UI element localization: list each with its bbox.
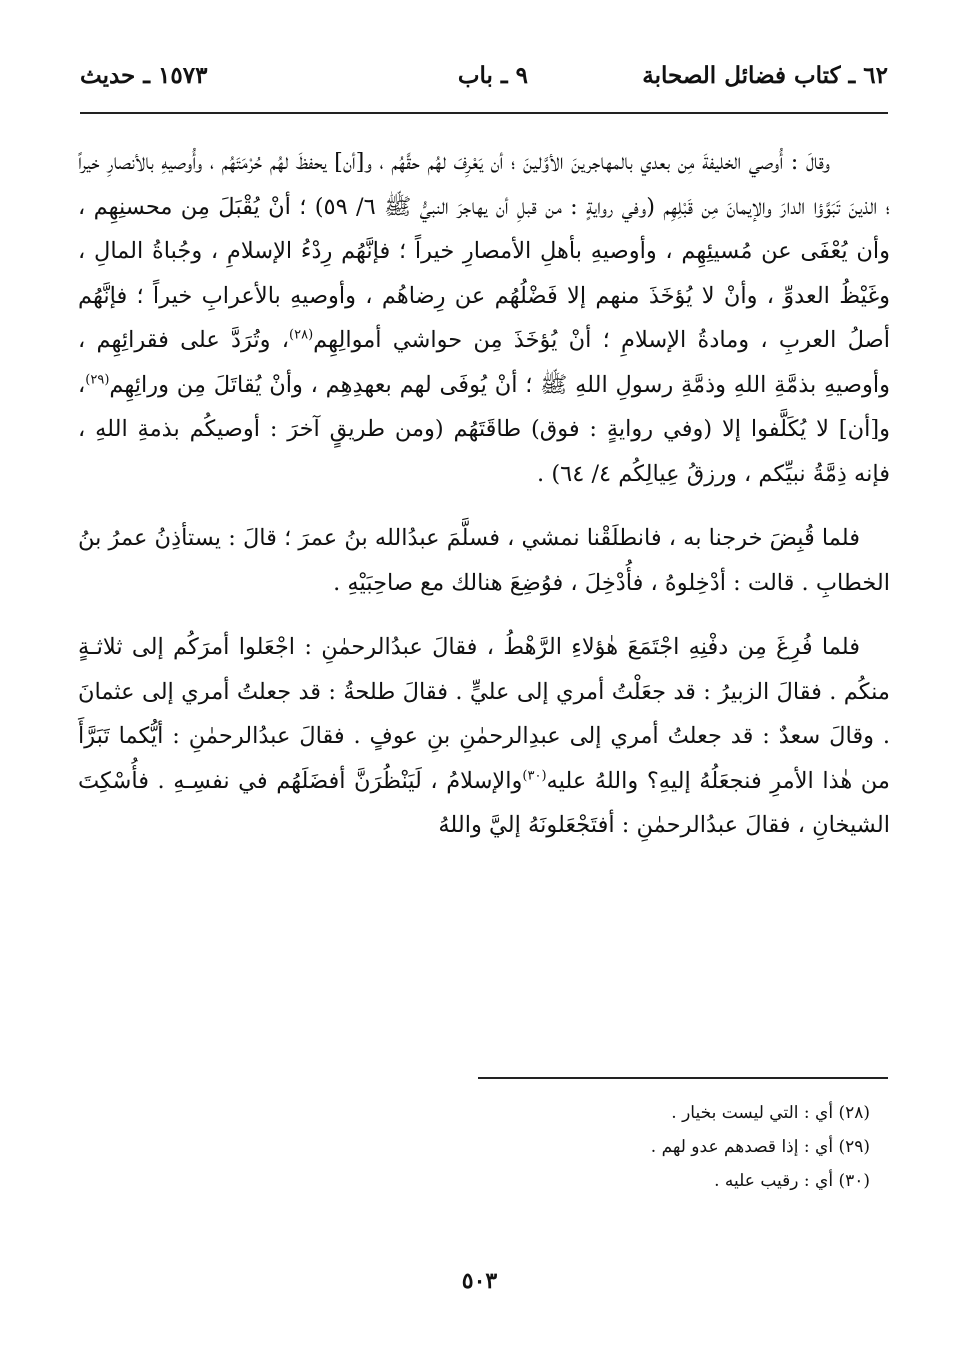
footnote-ref-30[interactable]: (٣٠)	[522, 768, 547, 783]
paragraph-1-part-2: ، وتُرَدَّ على فقرائِهِم ، وأوصيهِ بذمَّةِ اللهِ وذمَّةِ رسولِ اللهِ ﷺ ؛ أنْ يُوفَى لهم بعهدِهِم ، وأنْ يُقاتَلَ مِن ورائِهِم	[78, 327, 890, 398]
page-number: ٥٠٣	[461, 1268, 498, 1294]
paragraph-1-part-1: وقالَ : أُوصي الخليفةَ مِن بعدي بالمهاجرينَ الأوَّلينَ ؛ أن يَعْرِفَ لهُم حقَّهُم ، و[أن] يحفظَ لهُم حُرْمَتَهُم ، وأُوصيهِ بالأنصارِ خيراً ؛ الذينَ تَبَوَّؤا الدارَ والإيمانَ مِن قَبْلِهِم (وفي روايةٍ : من قبلِ أن يهاجرَ النبيُّ ﷺ ٦/ ٥٩) ؛ أنْ يُقْبَلَ مِن محسنِهِم ، وأن يُعْفَى عن مُسيئِهِم ، وأوصيهِ بأهلِ الأمصارِ خيراً ؛ فإنَّهُم رِدْءُ الإسلامِ ، وجُباةُ المالِ ، وغَيْظُ العدوِّ ، وأنْ لا يُؤخَذَ منهم إلا فَضْلُهُم عن رِضاهُم ، وأوصيهِ بالأعرابِ خيراً ؛ فإنَّهُم أصلُ العربِ ، ومادةُ الإسلامِ ؛ أنْ يُؤخَذَ مِن حواشي أموالِهِم	[78, 149, 891, 353]
header-hadith-number: ١٥٧٣ ـ حديث	[80, 62, 208, 89]
footnote-ref-28[interactable]: (٢٨)	[289, 327, 314, 343]
paragraph-3-part-1: فلما فُرِغَ مِن دفْنِهِ اجْتَمَعَ هٰؤلاءِ الرَّهْطُ ، فقالَ عبدُالرحمٰنِ : اجْعَلوا أمرَكُم إلى ثلاثـةٍ منكُم . فقالَ الزبيرُ : قد جعَلْتُ أمري إلى عليٍّ . فقالَ طلحةُ : قد جعلتُ أمري إلى عثمانَ . وقالَ سعدٌ : قد جعلتُ أمري إلى عبدِالرحمٰنِ بنِ عوفٍ . فقالَ عبدُالرحمٰنِ : أيُّكما تَبَرَّأَ من هٰذا الأمرِ فنجعَلُهُ إليهِ؟ واللهُ عليه	[78, 634, 890, 794]
main-text	[78, 140, 890, 868]
footnote-28: (٢٨) أي : التي ليست بخيار .	[671, 1103, 870, 1123]
header-chapter: ٩ ـ باب	[457, 62, 528, 89]
paragraph-1-part-3: ، و[أن] لا يُكَلَّفوا إلا (وفي روايةٍ : فوق) طاقَتَهُم (ومن طريقٍ آخرَ : أوصيكُم بذمةِ اللهِ ، فإنه ذِمَّةُ نبيِّكم ، ورزقُ عِيالِكُم ٤/ ٦٤) .	[78, 371, 890, 487]
header-rule	[80, 112, 888, 114]
footnote-30: (٣٠) أي : رقيب عليه .	[714, 1171, 870, 1191]
paragraph-2: فلما قُبِضَ خرجنا به ، فانطلَقْنا نمشي ، فسلَّمَ عبدُالله بنُ عمرَ ؛ قالَ : يستأذِنُ عمرُ بنُ الخطابِ . قالت : أدْخِلوهُ ، فأُدْخِلَ ، فوُضِعَ هنالك مع صاحِبَيْهِ .	[78, 525, 890, 596]
header-book-title: ٦٢ ـ كتاب فضائل الصحابة	[642, 62, 888, 89]
running-header	[80, 62, 888, 102]
paragraph-1	[78, 140, 890, 496]
footnotes	[480, 1096, 870, 1198]
footnote-29: (٢٩) أي : إذا قصدهم عدو لهم .	[650, 1137, 870, 1157]
paragraph-3-part-2: والإسلامُ ، لَيَنْظُرَنَّ أفضَلَهُم في نفسِـهِ . فأُسْكِتَ الشيخانِ ، فقالَ عبدُالرحمٰنِ : أفتَجْعَلونَهُ إليَّ واللهُ	[78, 767, 890, 838]
footnote-ref-29[interactable]: (٢٩)	[85, 372, 110, 387]
paragraph-3	[78, 625, 890, 848]
footnote-separator	[478, 1077, 888, 1079]
